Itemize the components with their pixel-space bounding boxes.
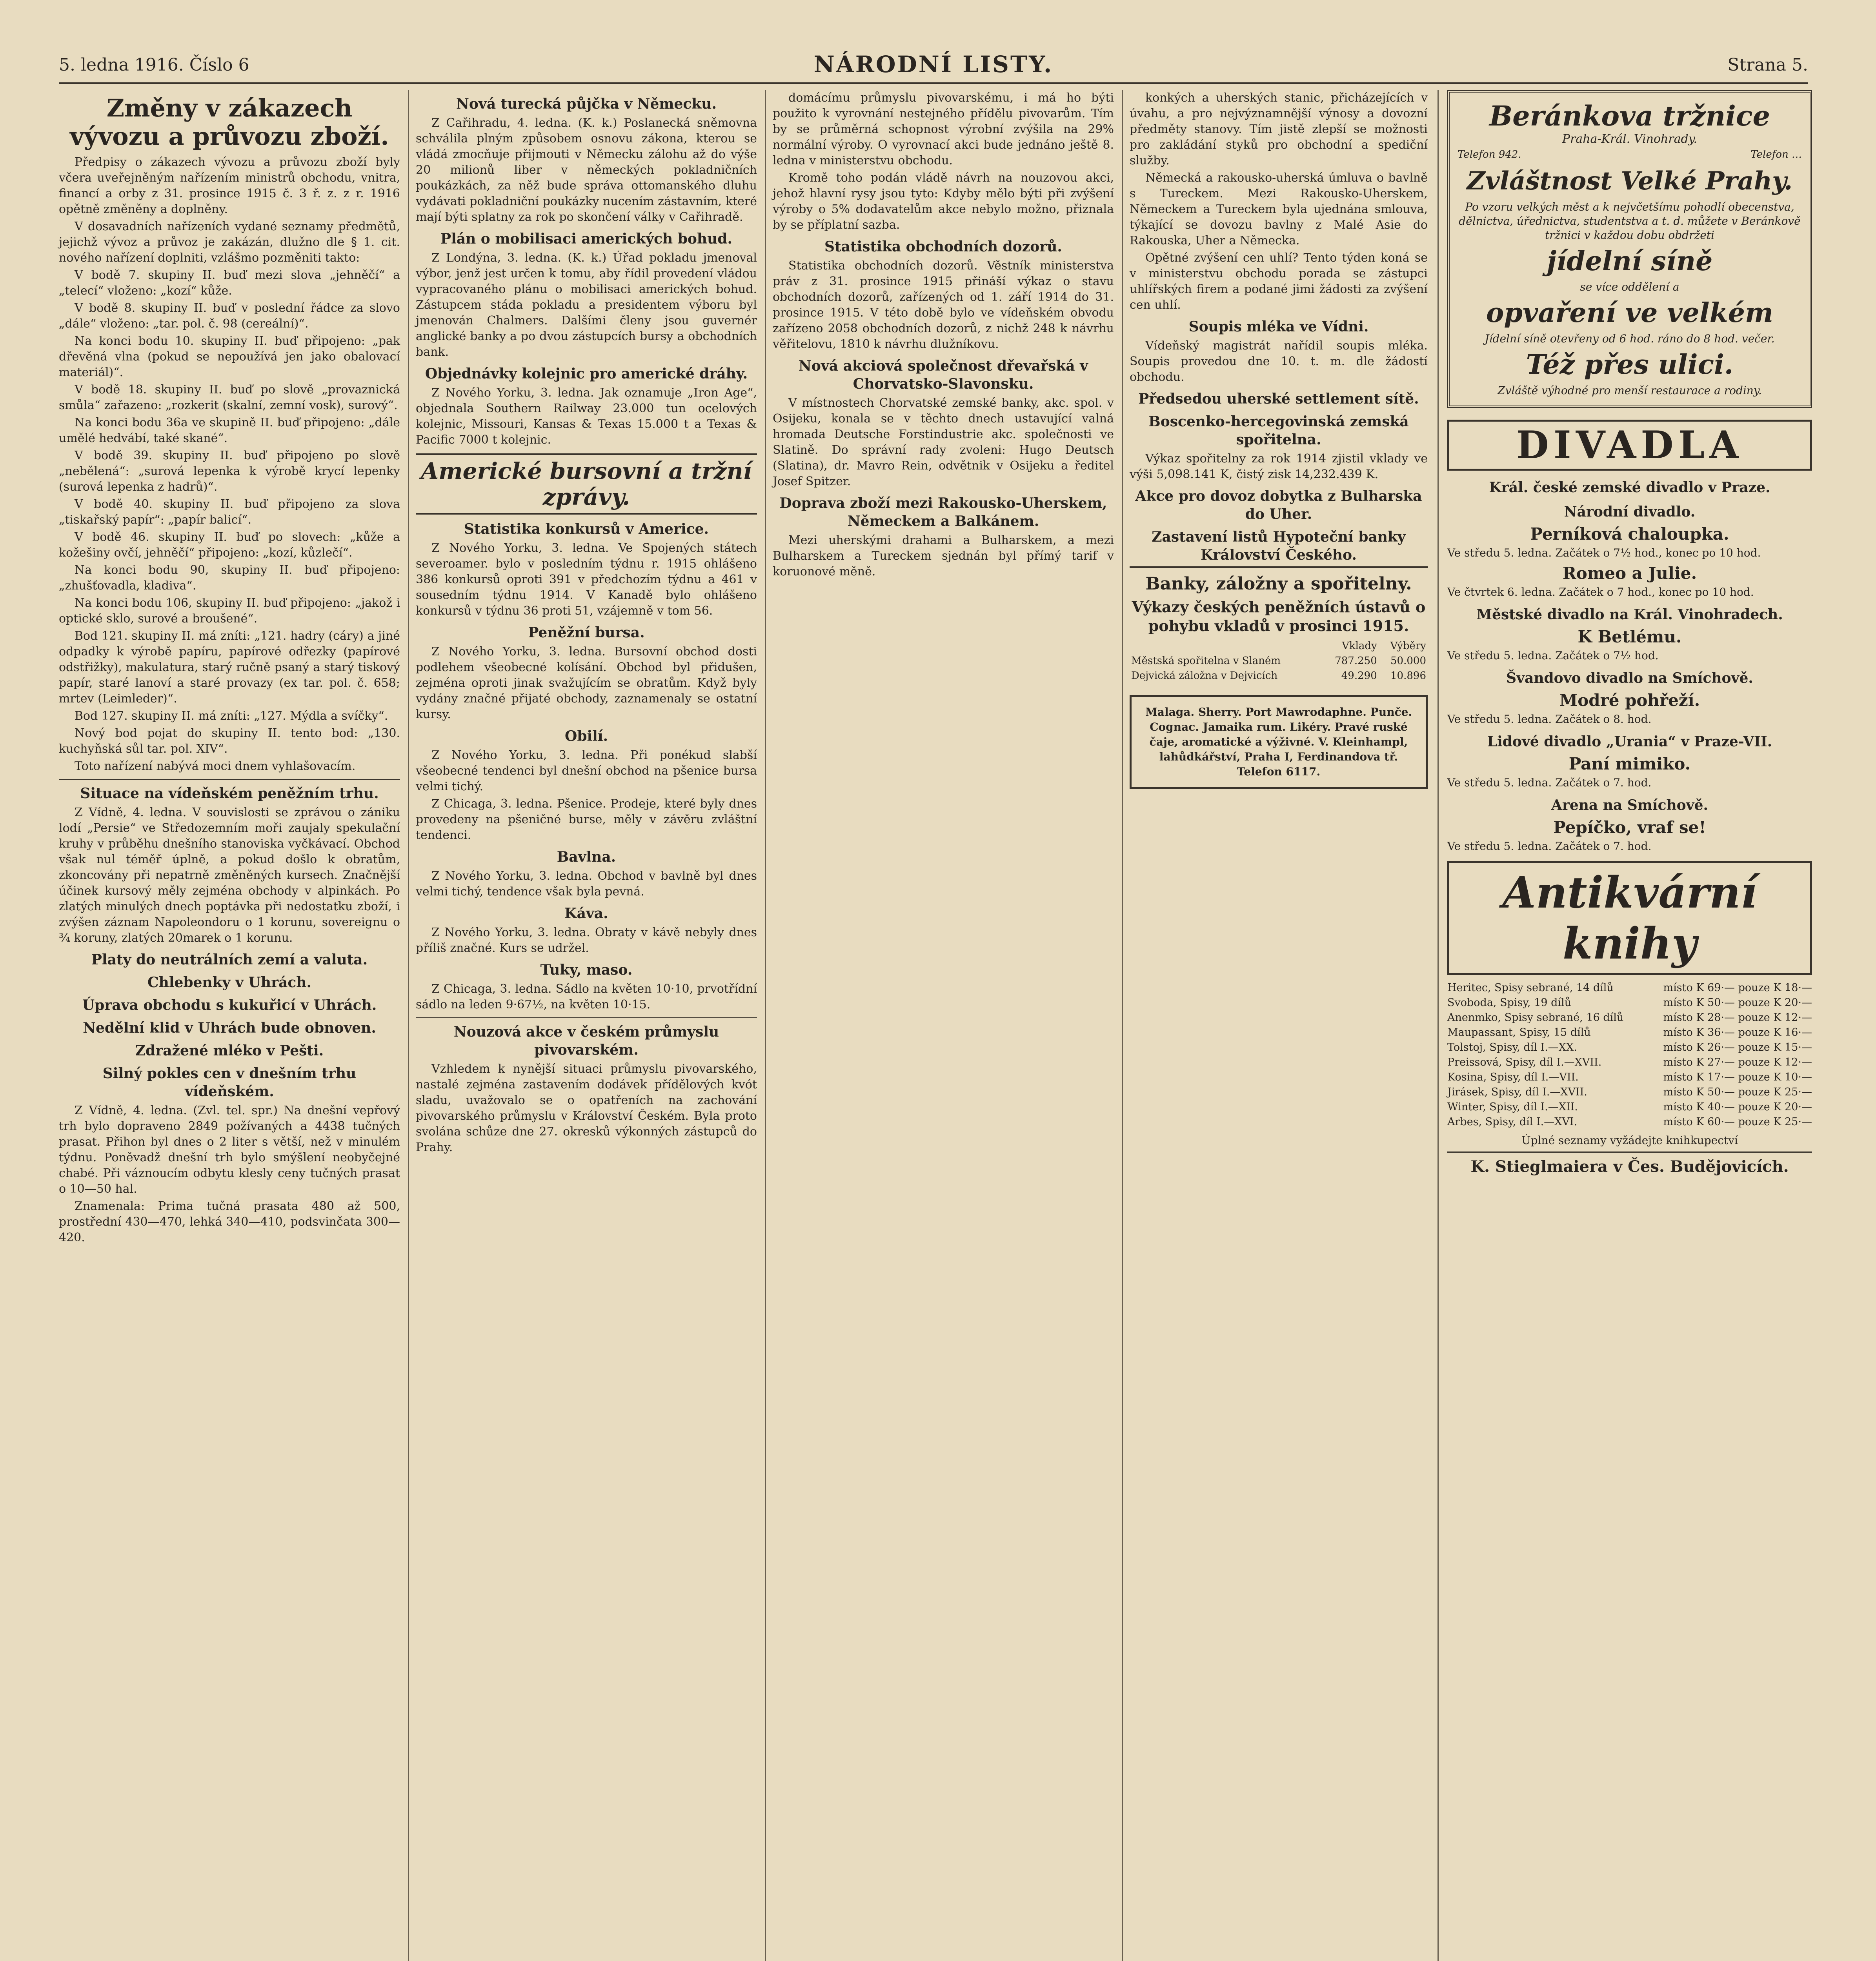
article-title: Bavlna. [557,849,616,865]
book-title: Anenmko, Spisy sebrané, 16 dílů [1447,1011,1624,1024]
article-paragraph: Z Cařihradu, 4. ledna. (K. k.) Poslanecká sněmovna schválila plným způsobem osnovu zákona, kterou se vládá zmocňuje přijmouti v Německu zálohu až do výše 20 milionů liber v německých pokladničních poukázkách, za něž bude správa ottomanského dluhu vydávati pokladniční poukázky nucením zástavním, které mají býti splatny za rok po skončení války v Cařihradě. [416,116,757,224]
article-title: Úprava obchodu s kukuřicí v Uhrách. [82,997,377,1013]
article-paragraph: Na konci bodu 10. skupiny II. buď připojeno: „pak dřevěná vlna (pokud se nepoužívá jen jako obalovací materiál)“. [59,334,400,379]
article-paragraph: Na konci bodu 36a ve skupině II. buď připojeno: „dále umělé hedvábí, také skané“. [59,416,400,445]
article-title: Chlebenky v Uhrách. [147,974,311,991]
article-paragraph: Vídeňský magistrát nařídil soupis mléka. Soupis provedou dne 10. t. m. dle žádostí obchodu. [1130,339,1428,384]
article-paragraph: Předpisy o zákazech vývozu a průvozu zboží byly včera uveřejněným nařízením ministrů obchodu, vnitra, financí a orby z 31. prosince 1915 č. 3 ř. z. z r. 1916 opětně změněny a doplněny. [59,155,400,216]
article-title: Plán o mobilisaci amerických bohud. [440,231,732,247]
list-item [1447,1040,1812,1055]
book-title: Heritec, Spisy sebrané, 14 dílů [1447,982,1614,994]
article-paragraph: Mezi uherskými drahami a Bulharskem, a mezi Bulharskem a Tureckem sjednán byl přímý tarif v koruonové měně. [773,533,1114,578]
list-item [1447,1070,1812,1085]
article-paragraph: Z Nového Yorku, 3. ledna. Obchod v bavlně byl dnes velmi tichý, tendence však byla pevná. [416,869,757,899]
book-note: Úplné seznamy vyžádejte knihkupectví [1521,1134,1738,1147]
book-price: místo K 50·— pouze K 20·— [1663,997,1812,1009]
table-cell: 10.896 [1390,670,1426,682]
issue-date: 5. ledna 1916. Číslo 6 [59,55,249,75]
play-title: Paní mimiko. [1568,754,1691,773]
ad-phone: Telefon 942. [1457,149,1521,160]
theatre-listing [1447,669,1812,726]
list-item [1447,1100,1812,1115]
ad-text: Po vzoru velkých měst a k nejvčetšímu pohodlí obecenstva, dělnictva, úřednictva, studentstva a t. d. můžete v Beránkově tržnici v každou dobu obdržeti [1459,200,1801,242]
article-paragraph: Toto nařízení nabývá moci dnem vyhlašovacím. [75,759,356,773]
theatre-name: Švandovo divadlo na Smíchově. [1506,670,1753,686]
page-header [59,51,1808,82]
article-paragraph: Bod 127. skupiny II. má zníti: „127. Mýdla a svíčky“. [75,709,388,723]
article-title: Soupis mléka ve Vídni. [1188,318,1369,335]
article-paragraph: Z Vídně, 4. ledna. (Zvl. tel. spr.) Na dnešní vepřový trh bylo dopraveno 2849 požívaných a 4438 tučných prasat. Přihon byl dnes o 2 liter s větší, než v minulém týdnu. Poněvadž dnešní trh bylo smýšlení neobyčejné chabé. Při váznoucím odbytu klesly ceny tučných prasat o 10—50 hal. [59,1104,400,1196]
play-schedule: Ve středu 5. ledna. Začátek o 7. hod. [1447,776,1652,789]
article-title: Nouzová akce v českém průmyslu pivovarském. [453,1024,719,1058]
antiquarian-books-heading: Antikvární knihy [1447,861,1812,975]
play-title: Modré pohřeží. [1559,691,1700,710]
article-paragraph: V bodě 18. skupiny II. buď po slově „provaznická smůla“ zařazeno: „rozkerit (skalní, zemní vosk), surový“. [59,383,400,412]
header-rule [59,82,1808,84]
article-separator [59,779,400,780]
ad-phone: Telefon … [1750,149,1802,160]
theatre-name: Lidové divadlo „Urania“ v Praze-VII. [1487,733,1772,750]
column-3 [773,90,1114,581]
book-price: místo K 69·— pouze K 18·— [1663,982,1812,994]
play-title: Romeo a Julie. [1562,564,1697,583]
beranek-advertisement [1447,90,1812,408]
list-item [1447,1055,1812,1070]
ad-feature: jídelní síně [1547,246,1713,277]
column-5 [1447,90,1812,1177]
bank-section [1130,566,1428,683]
bank-table [1130,639,1428,683]
theatre-listing [1447,478,1812,560]
theatre-name: Král. české zemské divadlo v Praze. [1489,479,1770,496]
article-title: Peněžní bursa. [528,624,645,641]
article-paragraph: Statistika obchodních dozorů. Věstník ministerstva práv z 31. prosince 1915 přináší výkaz o stavu obchodních dozorů, zařízených od 1. září 1914 do 31. prosince 1915. V této době bylo ve vídeňském obvodu zařízeno 2058 obchodních dozorů, z nichž 248 k návrhu věřitelovu, 1810 k návrhu dlužníkovu. [773,259,1114,351]
article-paragraph: V místnostech Chorvatské zemské banky, akc. spol. v Osijeku, konala se v těchto dnech ustavující valná hromada Deutsche Forstindustrie akc. společnosti ve Slatině. Do správní rady zvoleni: Hugo Deutsch (Slatina), dr. Mavro Rein, odvětnik v Osijeku a ředitel Josef Spitzer. [773,396,1114,488]
article-title: Statistika konkursů v Americe. [464,521,709,537]
column-divider [408,90,409,1961]
column-4 [1130,90,1428,789]
play-title: Perníková chaloupka. [1530,524,1729,544]
book-title: Arbes, Spisy, díl I.—XVI. [1447,1116,1578,1128]
bank-report-title: Výkazy českých peněžních ústavů o pohybu vkladů v prosinci 1915. [1132,598,1426,635]
book-price: místo K 17·— pouze K 10·— [1663,1071,1812,1083]
ad-brand: Beránkova tržnice [1489,100,1770,132]
list-item [1447,995,1812,1010]
theatre-section-heading: DIVADLA [1447,420,1812,471]
column-divider [765,90,766,1961]
book-price: místo K 26·— pouze K 15·— [1663,1041,1812,1053]
list-item [1447,1115,1812,1130]
book-title: Jirásek, Spisy, díl I.—XVII. [1447,1086,1587,1098]
play-title: Pepíčko, vraf se! [1553,818,1706,837]
table-header-row [1130,639,1428,653]
article-paragraph: V bodě 8. skupiny II. buď v poslední řádce za slovo „dále“ vloženo: „tar. pol. č. 98 (cereální)“. [59,301,400,331]
article-title: Nová akciová společnost dřevařská v Chorvatsko-Slavonsku. [798,358,1088,392]
article-paragraph: Opětné zvýšení cen uhlí? Tento týden koná se v ministerstvu obchodu porada se zástupci uhlířských firem a podané jimi žádosti za zvýšení cen uhlí. [1130,251,1428,312]
article-paragraph: V dosavadních nařízeních vydané seznamy předmětů, jejichž vývoz a průvoz je zakázán, dlužno dle § 1. cit. nového nařízení doplniti, vzlášmo pozměniti takto: [59,220,400,265]
theatre-name: Arena na Smíchově. [1551,797,1709,813]
article-separator [416,1017,757,1018]
book-title: Maupassant, Spisy, 15 dílů [1447,1026,1591,1039]
article-title: Situace na vídeňském peněžním trhu. [80,785,379,802]
article-paragraph: Z Nového Yorku, 3. ledna. Ve Spojených státech severoamer. bylo v posledním týdnu r. 1915 ohlášeno 386 konkursů oproti 391 v předchozím týdnu a 461 v sousedním týdnu 1914. V Kanadě bylo ohlášeno konkursů v týdnu 36 proti 51, vzájemně v tom 56. [416,541,757,618]
article-title: Tuky, maso. [540,962,633,978]
masthead: NÁRODNÍ LISTY. [813,51,1054,78]
article-paragraph: Z Chicaga, 3. ledna. Pšenice. Prodeje, které byly dnes provedeny na pšeničné burse, měly v závěru zvláštní tendenci. [416,797,757,842]
article-paragraph: Znamenala: Prima tučná prasata 480 až 500, prostřední 430—470, lehká 340—410, podsvinčata 300—420. [59,1199,400,1244]
article-paragraph: Z Nového Yorku, 3. ledna. Obraty v kávě nebyly dnes příliš značné. Kurs se udržel. [416,926,757,955]
article-paragraph: Z Nového Yorku, 3. ledna. Bursovní obchod dosti podlehem všeobecné kolísání. Obchod byl přidušen, zejména oproti jinak svažujícím se obratům. Když byly vydány značné přijaté obchody, zaznamenaly se ostatní kursy. [416,645,757,721]
article-title: Obilí. [564,728,608,744]
article-title: Platy do neutrálních zemí a valuta. [91,951,368,968]
article-paragraph: Z Nového Yorku, 3. ledna. Jak oznamuje „Iron Age“, objednala Southern Railway 23.000 tun ocelových kolejnic, Missouri, Kansas & Texas 15.000 t a Texas & Pacific 7000 t kolejnic. [416,386,757,447]
play-title: K Betlému. [1578,627,1682,646]
article-title: Silný pokles cen v dnešním trhu vídeňském. [102,1065,357,1100]
play-schedule: Ve středu 5. ledna. Začátek o 7½ hod. [1447,649,1659,662]
play-schedule: Ve středu 5. ledna. Začátek o 8. hod. [1447,713,1652,726]
page-number: Strana 5. [1727,55,1808,75]
column-divider [1437,90,1439,1961]
table-cell: Dejvická záložna v Dejvicích [1131,670,1278,682]
book-title: Winter, Spisy, díl I.—XII. [1447,1101,1578,1113]
section-heading: Americké bursovní a tržní zprávy. [416,453,757,515]
book-price: místo K 40·— pouze K 20·— [1663,1101,1812,1113]
article-title: Změny v zákazech vývozu a průvozu zboží. [70,94,389,151]
article-paragraph: V bodě 40. skupiny II. buď připojeno za slova „tiskařský papír“: „papír balicí“. [59,497,400,527]
article-title: Zastavení listů Hypoteční banky Království Českého. [1152,529,1406,563]
theatre-listing [1447,606,1812,663]
article-title: Akce pro dovoz dobytka z Bulharska do Uher. [1135,488,1422,522]
ad-headline: Zvláštnost Velké Prahy. [1467,166,1793,196]
article-paragraph: Na konci bodu 90, skupiny II. buď připojeno: „zhušťovadla, kladiva“. [59,563,400,593]
article-paragraph: Bod 121. skupiny II. má zníti: „121. hadry (cáry) a jiné odpadky k výrobě papíru, papírové odřezky (papírové odstřižky), makulatura, starý ručně psaný a starý tiskový papír, staré lanoví a staré provazy (ex tar. pol. č. 658; mrtev (Leimleder)“. [59,629,400,706]
article-title: Předsedou uherské settlement sítě. [1138,391,1419,407]
table-cell: Městská spořitelna v Slaném [1131,655,1281,667]
book-price: místo K 50·— pouze K 25·— [1663,1086,1812,1098]
book-title: Preissová, Spisy, díl I.—XVII. [1447,1056,1602,1068]
ad-feature: opvaření ve velkém [1486,297,1773,329]
article-title: Objednávky kolejnic pro americké dráhy. [425,366,748,382]
article-paragraph: Na konci bodu 106, skupiny II. buď připojeno: „jakož i optické sklo, surové a broušené“. [59,596,400,626]
article-paragraph: Nový bod pojat do skupiny II. tento bod: „130. kuchyňská sůl tar. pol. XIV“. [59,726,400,756]
malaga-advertisement: Malaga. Sherry. Port Mawrodaphne. Punče. Cognac. Jamaika rum. Likéry. Pravé ruské čaje, aromatické a výživné. V. Kleinhampl, lahůdkářství, Praha I, Ferdinandova tř. Telefon 6117. [1130,695,1428,789]
article-paragraph: konkých a uherských stanic, přicházejících v úvahu, a pro nejvýznamnější výnosy a dovozní předměty stanovy. Tím jistě zlepší se možnosti pro zakládání styků pro obchodní a spediční služby. [1130,91,1428,167]
article-paragraph: Výkaz spořitelny za rok 1914 zjistil vklady ve výši 5,098.141 K, čistý zisk 14,232.439 K. [1130,452,1428,481]
article-paragraph: Kromě toho podán vládě návrh na nouzovou akci, jehož hlavní rysy jsou tyto: Kdyby mělo býti při zvýšení výroby o 5% dodavatelům akce nebylo možno, přiznala by se příplatní sazba. [773,171,1114,232]
book-title: Tolstoj, Spisy, díl I.—XX. [1447,1041,1577,1053]
list-item [1447,980,1812,995]
column-header: Vklady [1342,640,1377,652]
section-heading: Banky, záložny a spořitelny. [1145,574,1412,594]
table-row [1130,668,1428,683]
list-item [1447,1085,1812,1100]
table-cell: 787.250 [1335,655,1377,667]
table-row [1130,653,1428,668]
ad-footnote: Zvláště výhodné pro menší restaurace a rodiny. [1498,384,1762,397]
book-price: místo K 36·— pouze K 16·— [1663,1026,1812,1039]
column-divider [1122,90,1123,1961]
theatre-sub: Národní divadlo. [1564,504,1696,520]
play-schedule: Ve středu 5. ledna. Začátek o 7½ hod., konec po 10 hod. [1447,546,1761,559]
article-title: Nová turecká půjčka v Německu. [456,96,717,112]
column-1 [59,90,400,1247]
table-cell: 49.290 [1341,670,1377,682]
book-price: místo K 60·— pouze K 25·— [1663,1116,1812,1128]
article-title: Boscenko-hercegovinská zemská spořitelna. [1148,413,1409,448]
ad-feature: Též přes ulici. [1526,349,1734,380]
article-title: Nedělní klid v Uhrách bude obnoven. [83,1020,376,1036]
bookseller-name: K. Stieglmaiera v Čes. Budějovicích. [1447,1151,1812,1177]
article-title: Doprava zboží mezi Rakousko-Uherskem, Německem a Balkánem. [779,495,1107,529]
article-paragraph: Vzhledem k nynější situaci průmyslu pivovarského, nastalé zejména zastavením dodávek přídělových kvót sladu, uvažovalo se o opatřeních na zachování pivovarského průmyslu v Království Českém. Byla proto svolána schůze dne 27. okresků výkonných zástupců do Prahy. [416,1062,757,1154]
article-paragraph: domácímu průmyslu pivovarskému, i má ho býti použito k vyrovnání nestejného přídělu pivovarům. Tím by se průměrná schopnost výrobní zvýšila na 29% normální výroby. O vyrovnací akci bude jednáno ještě 8. ledna v ministerstvu obchodu. [773,91,1114,167]
theatre-listing [1447,733,1812,790]
book-title: Svoboda, Spisy, 19 dílů [1447,997,1572,1009]
ad-text: se více oddělení a [1580,280,1679,293]
book-title: Kosina, Spisy, díl I.—VII. [1447,1071,1579,1083]
article-paragraph: Německá a rakousko-uherská úmluva o bavlně s Tureckem. Mezi Rakousko-Uherskem, Německem a Tureckem byla ujednána smlouva, týkající se dovozu bavlny z Malé Asie do Rakouska, Uher a Německa. [1130,171,1428,247]
ad-location: Praha-Král. Vinohrady. [1562,132,1698,146]
article-paragraph: V bodě 46. skupiny II. buď po slovech: „kůže a kožešiny ovčí, jehněčí“ připojeno: „kozí, kůzlečí“. [59,530,400,560]
book-price: místo K 28·— pouze K 12·— [1663,1011,1812,1024]
book-price: místo K 27·— pouze K 12·— [1663,1056,1812,1068]
list-item [1447,1010,1812,1025]
table-cell: 50.000 [1390,655,1426,667]
article-title: Káva. [564,905,608,922]
column-2 [416,90,757,1157]
article-paragraph: Z Nového Yorku, 3. ledna. Při ponékud slabší všeobecné tendenci byl dnešní obchod na pšenice bursa velmi tichý. [416,748,757,793]
play-schedule: Ve čtvrtek 6. ledna. Začátek o 7 hod., konec po 10 hod. [1447,586,1754,598]
ad-text: Jídelní síně otevřeny od 6 hod. ráno do 8 hod. večer. [1485,332,1775,345]
article-paragraph: V bodě 39. skupiny II. buď připojeno po slově „nebělená“: „surová lepenka k výrobě krycí lepenky (surová lepenka z hadrů)“. [59,449,400,494]
theatre-listing [1447,563,1812,599]
theatre-listing [1447,796,1812,853]
article-paragraph: Z Londýna, 3. ledna. (K. k.) Úřad pokladu jmenoval výbor, jenž jest určen k tomu, aby řídil provedení vládou vypracovaného plánu o mobilisaci amerických bohud. Zástupcem stáda pokladu a presidentem výboru byl jmenován Chalmers. Dalšími členy jsou guvernér anglické banky a po dvou zástupcích bursy a obchodních bank. [416,251,757,359]
article-paragraph: Z Vídně, 4. ledna. V souvislosti se zprávou o zániku lodí „Persie“ ve Středozemním moři zaujaly spekulační kruhy v průběhu dnešního stanoviska vyčkávací. Obchod však nul téměř úplně, a pokud došlo k obratům, zkoncovány při nepatrně změněných kursech. Značnější účinek kursový měly zejména obchody v alpinkách. Po zlatých minulých dnech poptávka při nedostatku zboží, i zvýšen záznam Napoleondoru o 1 korunu, sovereignu o ¾ koruny, zlatých 20marek o 1 korunu. [59,806,400,945]
theatre-name: Městské divadlo na Král. Vinohradech. [1476,606,1783,623]
play-schedule: Ve středu 5. ledna. Začátek o 7. hod. [1447,840,1652,853]
article-title: Statistika obchodních dozorů. [824,238,1062,255]
article-paragraph: Z Chicaga, 3. ledna. Sádlo na květen 10·10, prvotřídní sádlo na leden 9·67½, na květen 10·15. [416,982,757,1011]
list-item [1447,1025,1812,1040]
article-paragraph: V bodě 7. skupiny II. buď mezi slova „jehněčí“ a „telecí“ vloženo: „kozí“ kůže. [59,268,400,298]
ad-phone-row [1457,147,1802,162]
book-list [1447,980,1812,1130]
column-header: Výběry [1390,640,1426,652]
article-title: Zdražené mléko v Pešti. [135,1042,324,1059]
